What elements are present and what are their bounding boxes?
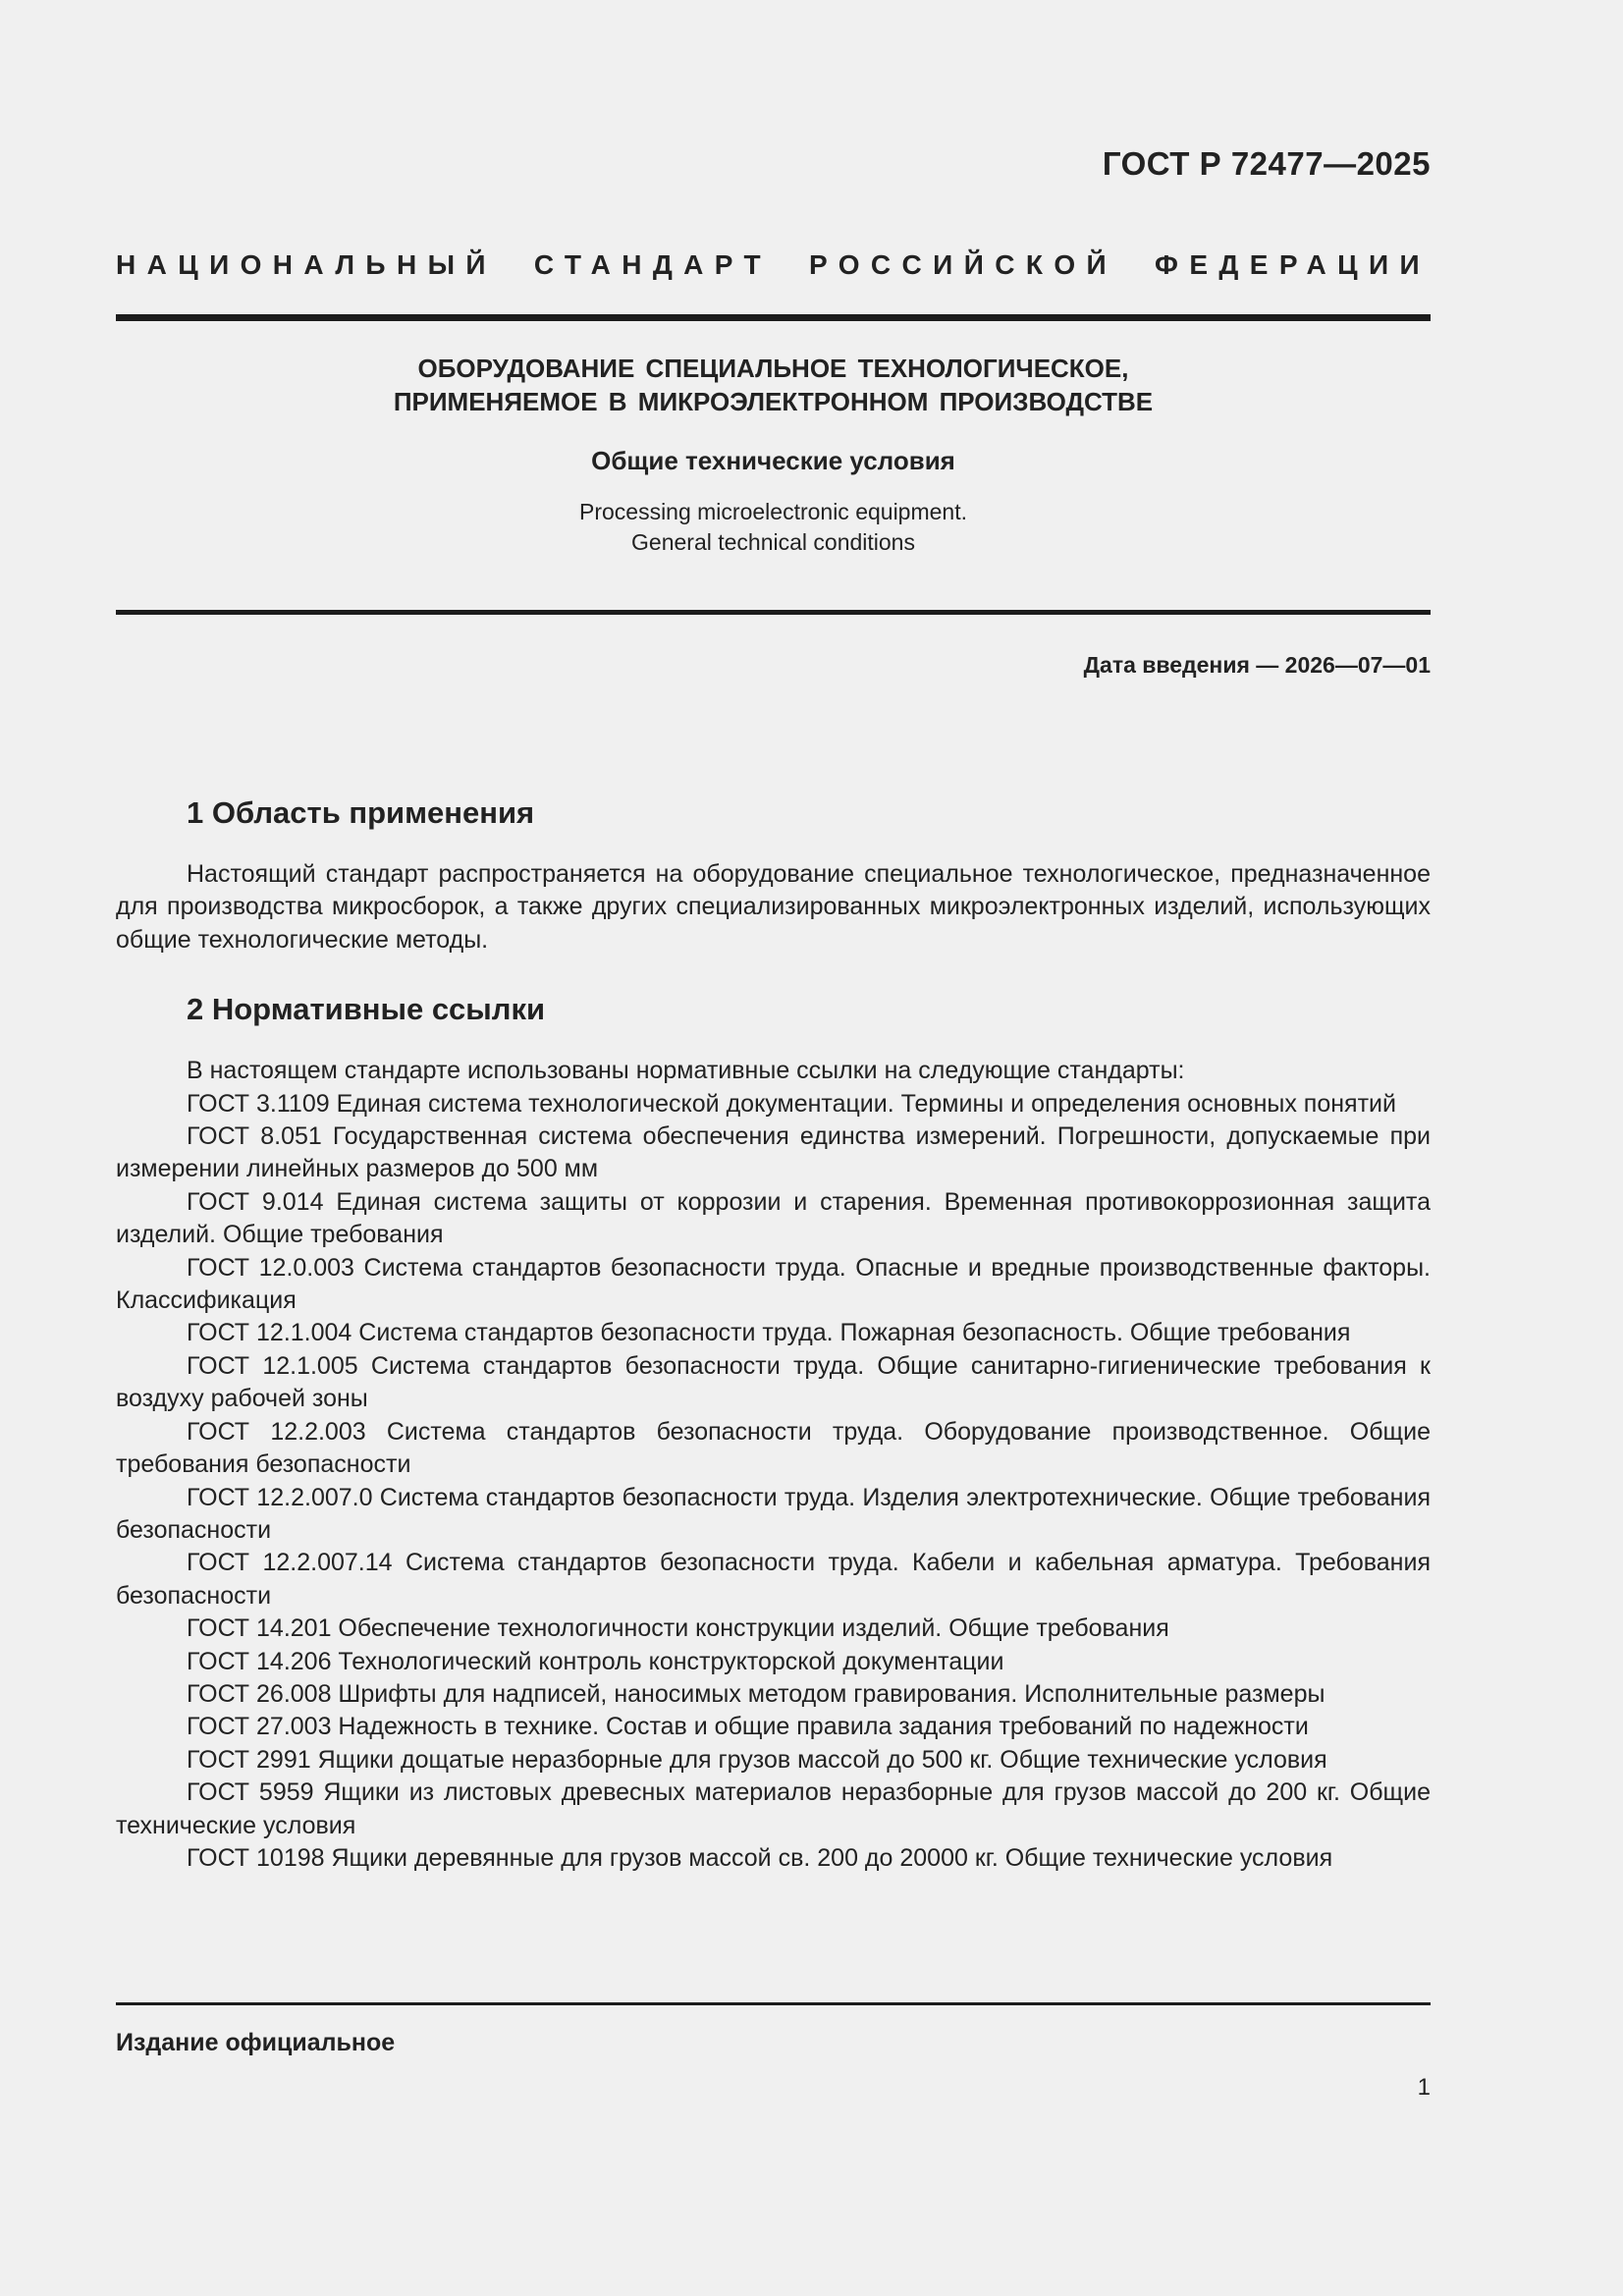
english-title-line-1: Processing microelectronic equipment. <box>578 499 967 524</box>
page-number: 1 <box>1417 2074 1431 2101</box>
reference-item: ГОСТ 5959 Ящики из листовых древесных материалов неразборные для грузов массой до 200 кг. Общие технические условия <box>116 1778 1431 1839</box>
title-line-1: ОБОРУДОВАНИЕ СПЕЦИАЛЬНОЕ ТЕХНОЛОГИЧЕСКОЕ, <box>417 354 1129 383</box>
reference-item: ГОСТ 12.1.004 Система стандартов безопасности труда. Пожарная безопасность. Общие требования <box>187 1319 1351 1347</box>
reference-item: ГОСТ 26.008 Шрифты для надписей, наносимых методом гравирования. Исполнительные размеры <box>187 1679 1325 1708</box>
reference-item: ГОСТ 3.1109 Единая система технологической документации. Термины и определения основных понятий <box>187 1089 1396 1118</box>
official-edition-label: Издание официальное <box>116 2029 396 2056</box>
national-standard-banner: НАЦИОНАЛЬНЫЙ СТАНДАРТ РОССИЙСКОЙ ФЕДЕРАЦИИ <box>116 249 1431 280</box>
reference-item: ГОСТ 14.201 Обеспечение технологичности конструкции изделий. Общие требования <box>187 1614 1169 1643</box>
introduction-date: Дата введения — 2026—07—01 <box>1083 652 1431 678</box>
section-1-text: Настоящий стандарт распространяется на оборудование специальное технологическое, предназначенное для производства микросборок, а также других специализированных микроэлектронных изделий, использующих общие технологические методы. <box>116 860 1431 954</box>
reference-item: ГОСТ 12.0.003 Система стандартов безопасности труда. Опасные и вредные производственные факторы. Классификация <box>116 1253 1431 1315</box>
reference-item: ГОСТ 27.003 Надежность в технике. Состав и общие правила задания требований по надежности <box>187 1713 1309 1741</box>
reference-item: ГОСТ 12.1.005 Система стандартов безопасности труда. Общие санитарно-гигиенические требования к воздуху рабочей зоны <box>116 1351 1431 1413</box>
reference-item: ГОСТ 10198 Ящики деревянные для грузов массой св. 200 до 20000 кг. Общие технические условия <box>187 1843 1333 1872</box>
top-divider <box>116 314 1431 321</box>
english-title-line-2: General technical conditions <box>631 529 915 555</box>
reference-item: ГОСТ 12.2.007.14 Система стандартов безопасности труда. Кабели и кабельная арматура. Требования безопасности <box>116 1549 1431 1610</box>
english-title <box>116 497 1431 558</box>
section-2-heading: 2 Нормативные ссылки <box>187 992 546 1027</box>
footer-divider <box>116 2002 1431 2005</box>
document-body <box>116 793 1431 1875</box>
document-code: ГОСТ Р 72477—2025 <box>1102 145 1431 182</box>
middle-divider <box>116 610 1431 615</box>
reference-item: ГОСТ 12.2.007.0 Система стандартов безопасности труда. Изделия электротехнические. Общие требования безопасности <box>116 1483 1431 1544</box>
title-line-2: ПРИМЕНЯЕМОЕ В МИКРОЭЛЕКТРОННОМ ПРОИЗВОДСТВЕ <box>393 387 1154 416</box>
subtitle: Общие технические условия <box>591 446 955 475</box>
reference-item: ГОСТ 8.051 Государственная система обеспечения единства измерений. Погрешности, допускаемые при измерении линейных размеров до 500 мм <box>116 1122 1431 1183</box>
title-block <box>116 352 1431 558</box>
section-gap <box>116 957 1431 990</box>
reference-item: ГОСТ 9.014 Единая система защиты от коррозии и старения. Временная противокоррозионная защита изделий. Общие требования <box>116 1187 1431 1249</box>
reference-item: ГОСТ 14.206 Технологический контроль конструкторской документации <box>187 1647 1004 1675</box>
reference-item: ГОСТ 2991 Ящики дощатые неразборные для грузов массой до 500 кг. Общие технические условия <box>187 1745 1327 1774</box>
references-list <box>116 1088 1431 1876</box>
reference-item: ГОСТ 12.2.003 Система стандартов безопасности труда. Оборудование производственное. Общие требования безопасности <box>116 1417 1431 1479</box>
section-1-heading: 1 Область применения <box>187 795 535 830</box>
section-2-intro: В настоящем стандарте использованы нормативные ссылки на следующие стандарты: <box>187 1057 1185 1085</box>
